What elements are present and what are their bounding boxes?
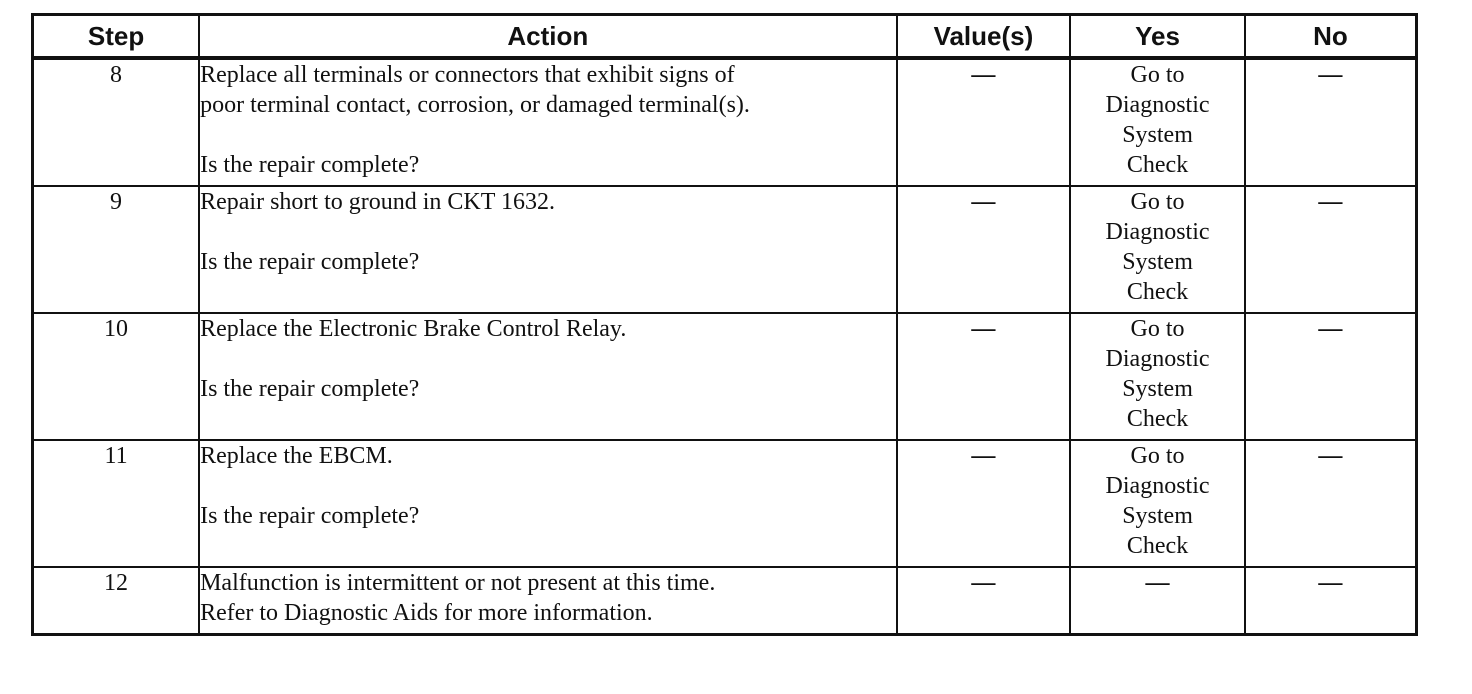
action-question: Is the repair complete? [200,249,420,275]
yes-cell [1070,313,1245,440]
no-dash: — [1318,62,1343,88]
table-row [33,567,1417,635]
action-cell [199,58,897,186]
value-cell [897,567,1071,635]
table-row [33,186,1417,313]
header-row [33,15,1417,59]
action-cell [199,567,897,635]
diagnostic-table [31,13,1418,636]
no-cell [1245,58,1417,186]
action-question: Is the repair complete? [200,503,420,529]
yes-text: System [1122,122,1193,148]
step-number: 9 [33,186,200,313]
yes-text: Go to [1130,189,1185,215]
table-row [33,313,1417,440]
value-cell [897,313,1071,440]
header-yes: Yes [1070,15,1245,59]
no-cell [1245,440,1417,567]
action-cell [199,186,897,313]
no-cell [1245,313,1417,440]
value-cell [897,58,1071,186]
action-text: Malfunction is intermittent or not present at this time. [200,570,716,596]
value-dash: — [971,62,996,88]
yes-text: Diagnostic [1105,92,1210,118]
yes-text: Diagnostic [1105,346,1210,372]
yes-cell [1070,567,1245,635]
yes-text: Check [1126,533,1189,559]
yes-text: System [1122,249,1193,275]
action-text: Replace the EBCM. [200,443,393,469]
yes-cell [1070,58,1245,186]
action-text: Repair short to ground in CKT 1632. [200,189,555,215]
no-cell [1245,567,1417,635]
action-cell [199,440,897,567]
table-row [33,440,1417,567]
yes-cell [1070,186,1245,313]
header-values: Value(s) [897,15,1071,59]
yes-text: Go to [1130,443,1185,469]
no-cell [1245,186,1417,313]
yes-text: Check [1126,279,1189,305]
yes-text: System [1122,503,1193,529]
yes-text: Diagnostic [1105,473,1210,499]
step-number: 10 [33,313,200,440]
yes-text: Diagnostic [1105,219,1210,245]
action-text: Replace all terminals or connectors that exhibit signs of [200,62,735,88]
step-number: 8 [33,58,200,186]
no-dash: — [1318,570,1343,596]
header-step: Step [33,15,200,59]
yes-cell [1070,440,1245,567]
yes-text: System [1122,376,1193,402]
action-text: Refer to Diagnostic Aids for more information. [200,600,653,626]
yes-text: Check [1126,152,1189,178]
value-cell [897,186,1071,313]
header-no: No [1245,15,1417,59]
action-question: Is the repair complete? [200,376,420,402]
value-dash: — [971,316,996,342]
action-question: Is the repair complete? [200,152,420,178]
no-dash: — [1318,189,1343,215]
value-dash: — [971,189,996,215]
yes-text: Go to [1130,316,1185,342]
no-dash: — [1318,316,1343,342]
yes-dash: — [1145,570,1170,596]
table-row [33,58,1417,186]
yes-text: Check [1126,406,1189,432]
value-cell [897,440,1071,567]
step-number: 12 [33,567,200,635]
action-text: poor terminal contact, corrosion, or damaged terminal(s). [200,92,750,118]
yes-text: Go to [1130,62,1185,88]
action-text: Replace the Electronic Brake Control Relay. [200,316,627,342]
header-action: Action [199,15,897,59]
action-cell [199,313,897,440]
no-dash: — [1318,443,1343,469]
value-dash: — [971,570,996,596]
step-number: 11 [33,440,200,567]
value-dash: — [971,443,996,469]
